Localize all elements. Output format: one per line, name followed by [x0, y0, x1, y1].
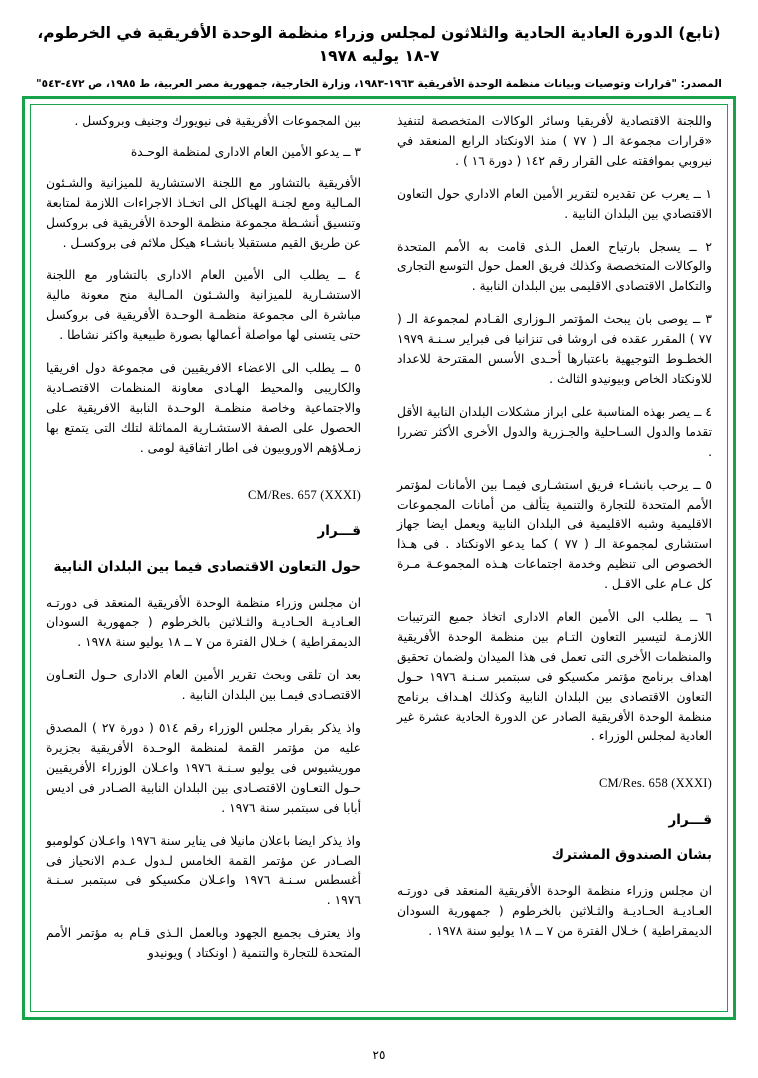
paragraph: بين المجموعات الأفريقية فى نيويورك وجنيف وبروكسل . — [74, 114, 361, 128]
paragraph: ٣ ــ يدعو الأمين العام الادارى لمنظمة الوحـدة — [130, 144, 361, 159]
body-columns — [46, 112, 712, 1006]
paragraph: ٥ ــ يطلب الى الاعضاء الافريقيين فى مجموعة دول افريقيا والكاريبى والمحيط الهـادى معاونة المنظمات الاقتصـادية والاجتماعية وخاصة منظمـة الوحـدة النابية الافريقية على الحصول على الصفة الاستشـارية المماثلة لتلك التى يتمتع بها زمـلاؤهم الاوروبيون فى اطار اتفاقية لومى . — [46, 361, 361, 455]
column-right — [397, 112, 712, 1006]
paragraph: ان مجلس وزراء منظمة الوحدة الأفريقية المنعقد فى دورتـه العـاديـة الحـاديـة والثـلاثين بالخرطوم ( جمهورية السودان الديمقراطية ) خـلال الفترة من ٧ ــ ١٨ يوليو سنة ١٩٧٨ . — [397, 884, 712, 939]
resolution-id: CM/Res. 658 (XXXI) — [599, 776, 712, 791]
resolution-title: بشان الصندوق المشترك — [551, 847, 712, 864]
resolution-title: حول التعاون الاقتصادى فيما بين البلدان النابية — [53, 558, 361, 575]
paragraph: ٣ ــ يوصى بان يبحث المؤتمر الـوزارى القـادم لمجموعة الـ ( ٧٧ ) المقرر عقده فى اروشا فى تنزانيا فى فبراير سـنـة ١٩٧٩ الخطـوط التوجيهية باعتبارها أحـدى الأسس المقترحة للاعداد للاونكتاد الخاص وبيونيدو الثالث . — [397, 312, 712, 386]
paragraph: ٦ ــ يطلب الى الأمين العام الادارى اتخاذ جميع الترتيبات اللازمـة لتيسير التعاون التـام بين منظمة الوحدة الأفريقية والمنظمات الأخرى التى تعمل فى هذا الميدان ولضمان تحقيق اهداف برنامج مؤتمر مكسيكو فى سبتمبر سـنـة ١٩٧٦ حـول التعاون الاقتصادى بين البلدان النابية وكذلك اهـداف برنامج منظمة الوحدة الأفريقية الصادر عن الدورة الحادية عشرة غير العادية لمجلس الوزراء . — [397, 610, 712, 744]
source-note: المصدر: "قرارات وتوصيات وبيانات منظمة الوحدة الأفريقية ١٩٦٣-١٩٨٣، وزارة الخارجية، جمهورية مصر العربية، ط ١٩٨٥، ص ٤٧٢-٥٤٣" — [36, 77, 722, 90]
paragraph: ان مجلس وزراء منظمة الوحدة الأفريقية المنعقد فى دورتـه العـاديـة الحـاديـة والثـلاثين بالخرطوم ( جمهورية السودان الديمقراطية ) خـلال الفترة من ٧ ــ ١٨ يوليو سنة ١٩٧٨ . — [46, 595, 361, 650]
paragraph: واذ يذكر ايضا باعلان مانيلا فى يناير سنة ١٩٧٦ واعـلان كولومبو الصـادر عن مؤتمر القمة الخامس لـدول عـدم الانحياز فى أغسطس سـنـة ١٩٧٦ واعـلان مكسيكو فى سبتمبر سـنـة ١٩٧٦ . — [46, 833, 361, 908]
paragraph: واذ يعترف بجميع الجهود وبالعمل الـذى قـام به مؤتمر الأمم المتحدة للتجارة والتنمية ( اونكتاد ) ويونيدو — [46, 926, 361, 961]
paragraph: بعد ان تلقى وبحث تقرير الأمين العام الادارى حـول التعـاون الاقتصـادى فيمـا بين البلدان النابية . — [46, 668, 361, 703]
paragraph: ٤ ــ يطلب الى الأمين العام الادارى بالتشاور مع اللجنة الاستشـارية للميزانية والشـئون المـالية منح معونة مالية مباشرة الى مجموعة منظمـة الوحـدة الأفريقية فى بروكسل حتى يتسنى لها مواصلة أعمالها بصورة طبيعية واكثر نشاطا . — [46, 268, 361, 343]
page-header — [0, 0, 758, 90]
resolution-id: CM/Res. 657 (XXXI) — [248, 487, 361, 502]
paragraph: واللجنة الاقتصادية لأفريقيا وسائر الوكالات المتخصصة لتنفيذ «قرارات مجموعة الـ ( ٧٧ ) منذ الاونكتاد الرابع المنعقد في نيروبي بموافقته على القرار رقم ١٤٢ ( دورة ١٦ ) . — [397, 114, 712, 168]
page-title: (تابع) الدورة العادية الحادية والثلاثون لمجلس وزراء منظمة الوحدة الأفريقية في الخرطوم، ٧-١٨ يوليه ١٩٧٨ — [37, 24, 721, 66]
page-number: ٢٥ — [372, 1048, 386, 1062]
paragraph: ٥ ــ يرحب بانشـاء فريق استشـارى فيمـا بين الأمانات لمؤتمر الأمم المتحدة للتجارة والتنمية يتألف من أمانات المجموعات الاقليمية وشبه الاقليمية فى البلدان النابية ويعمل ايضا جهاز استشارى لمجموعة الـ ( ٧٧ ) كما يدعو الاونكتاد . فى هـذا الخصوص الى تنظيم وخدمة اجتماعات هـذه المجموعـة مـرة كل عـام على الاقـل . — [397, 477, 712, 592]
resolution-heading: قـــرار — [668, 811, 712, 828]
resolution-heading: قـــرار — [317, 522, 361, 539]
paragraph: ٢ ــ يسجل بارتياح العمل الـذى قامت به الأمم المتحدة والوكالات المتخصصة وكذلك فريق العمل حول التوسع التجارى والتكامل الاقتصادى الاقليمى بين البلدان النابية . — [397, 239, 712, 294]
paragraph: واذ يذكر بقرار مجلس الوزراء رقم ٥١٤ ( دورة ٢٧ ) المصدق عليه من مؤتمر القمة لمنظمة الوحـدة الأفريقية بجزيرة موريشيوس فى يوليو سـنـة ١٩٧٦ واعـلان الوزراء الأفريقيين حـول التعـاون الاقتصـادى بين البلدان النابية الصـادر فى اديس أبابا فى سبتمبر سنة ١٩٧٦ . — [46, 721, 361, 815]
paragraph: ١ ــ يعرب عن تقديره لتقرير الأمين العام الاداري حول التعاون الاقتصادي بين البلدان النابية . — [397, 186, 712, 221]
paragraph: ٤ ــ يصر بهذه المناسبة على ابراز مشكلات البلدان النابية الأقل تقدما والدول السـاحلية والجـزرية والدول الأخرى الأكثر تضررا . — [397, 404, 712, 459]
column-left — [46, 112, 361, 1006]
paragraph: الأفريقية بالتشاور مع اللجنة الاستشارية للميزانية والشـئون المـالية ومع لجنـة الهياكل الى اتخـاذ الاجراءات اللازمة لمتابعة وتنسيق أنشـطة مجموعة منظمة الوحدة الأفريقية فى بروكسل عن طريق القيم مستقبلا بانشـاء هيكل ملائم فى بروكسـل . — [46, 175, 361, 250]
